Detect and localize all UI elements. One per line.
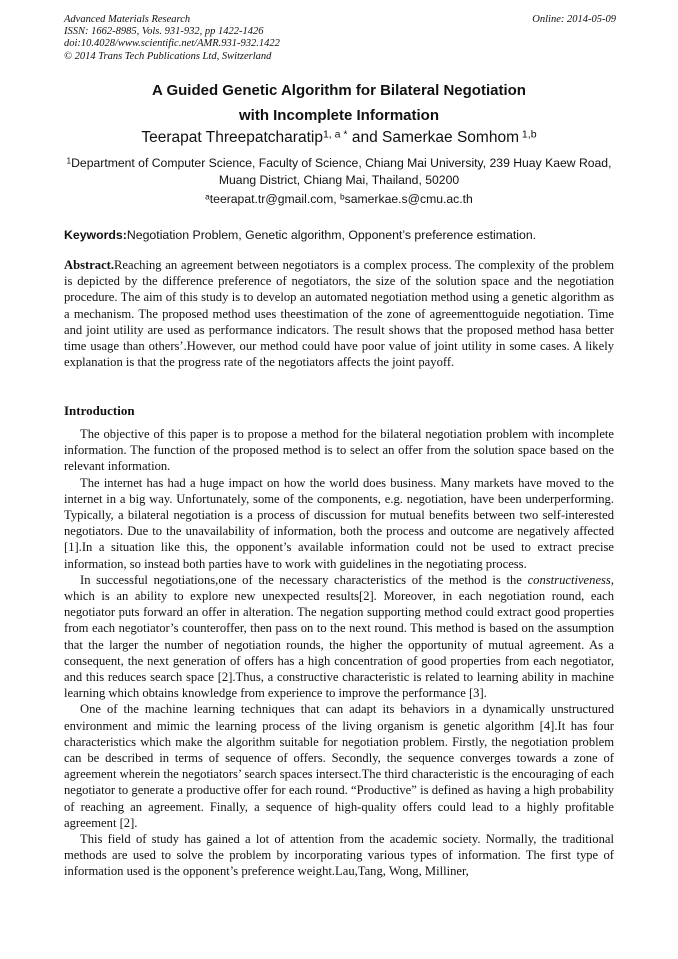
- affiliation-text: Department of Computer Science, Faculty of Science, Chiang Mai University, 239 Huay Kaew Road, Muang District, Chiang Mai, Thailand, 50200: [71, 156, 612, 187]
- abstract: [64, 257, 614, 370]
- paper-title-line-2: with Incomplete Information: [238, 107, 439, 124]
- journal-header: [64, 14, 280, 63]
- intro-paragraph-5: This field of study has gained a lot of attention from the academic society. Normally, the traditional methods are used to solve the problem by incorporating various types of information. The first type of information used is the opponent’s preference weight.Lau,Tang, Wong, Milliner,: [64, 832, 614, 879]
- intro-paragraph-1: The objective of this paper is to propose a method for the bilateral negotiation problem with incomplete information. The function of the proposed method is to select an offer from the solution space based on the relevant information.: [64, 427, 614, 474]
- intro-paragraph-2: The internet has had a huge impact on how the world does business. Many markets have moved to the internet in a big way. Unfortunately, some of the components, e.g. negotiation, have been underperforming. Typically, a bilateral negotiation is a process of discussion for mutual benefits between two self-interested negotiators. Due to the unavailability of information, both the process and outcome are negatively affected [1].In a situation like this, the opponent’s available information could not be used to extract precise information, so instead both parties have to work with guidelines in the negotiating process.: [64, 475, 614, 571]
- doi-line: doi:10.4028/www.scientific.net/AMR.931-932.1422: [64, 38, 280, 50]
- intro-paragraph-4: One of the machine learning techniques that can adapt its behaviors in a dynamically unstructured environment and mimic the learning process of the living organism is genetic algorithm [4].It has four characteristics which make the algorithm suitable for negotiation problem. Firstly, the negotiation problem can be described in terms of sequence of offers. Secondly, the sequence converges towards a zone of agreement wherein the negotiators’ search spaces intersect.The third characteristic is the encouraging of each negotiator to generate a productive offer for each round. “Productive” is defined as having a high probability of reaching an agreement. Finally, a sequence of high-quality offers could lead to a highly profitable agreement [2].: [64, 702, 614, 830]
- email-a-mark: a: [205, 191, 210, 202]
- paper-title-line-1: A Guided Genetic Algorithm for Bilateral Negotiation: [152, 82, 526, 99]
- author-1: Teerapat Threepatcharatip: [141, 129, 323, 146]
- keywords: [64, 228, 614, 242]
- author-1-affiliation-mark: 1, a *: [322, 128, 348, 141]
- intro-paragraph-3-end: , which is an ability to explore new unexpected results[2]. Moreover, in each negotiation round, each negotiator puts forward an offer in alteration. The negation supporting method could extract good properties from each negotiator’s counteroffer, then pass on to the next round. This method is based on the assumption that the larger the number of negotiation rounds, the higher the opportunity of mutual agreement. As a consequent, the next generation of offers has a high concentration of good properties from each negotiator, and this reduces search space [2].Thus, a constructive characteristic is related to learning ability in machine learning which obtains knowledge from experience to improve the performance [3].: [64, 572, 614, 701]
- email-a: teerapat.tr@gmail.com,: [209, 192, 341, 206]
- journal-name: Advanced Materials Research: [64, 14, 191, 25]
- email-b: samerkae.s@cmu.ac.th: [344, 192, 473, 206]
- abstract-text: Reaching an agreement between negotiators is a complex process. The complexity of the problem is depicted by the difference preference of negotiators, the size of the solution space and the negotiation procedure. The aim of this study is to develop an automated negotiation method using a genetic algorithm as a mechanism. The proposed method uses theestimation of the zone of agreementtoguide negotiation. Time and joint utility are used as performance indicators. The result shows that the proposed method hasa better time usage than others’.However, our method could have poor value of joint utility in some cases. A likely explanation is that the progress rate of the negotiators affects the joint payoff.: [64, 258, 614, 370]
- issn-line: ISSN: 1662-8985, Vols. 931-932, pp 1422-1426: [64, 26, 264, 38]
- copyright-line: © 2014 Trans Tech Publications Ltd, Switzerland: [64, 50, 272, 62]
- author-conjunction: and: [347, 129, 383, 146]
- author-emails: [64, 192, 614, 206]
- affiliation: [64, 155, 614, 189]
- section-heading-introduction: Introduction: [64, 403, 135, 418]
- author-2-affiliation-mark: 1,b: [519, 128, 537, 141]
- abstract-label: Abstract.: [64, 258, 115, 272]
- keywords-text: Negotiation Problem, Genetic algorithm, Opponent’s preference estimation.: [126, 228, 537, 242]
- intro-paragraph-3: [64, 572, 614, 702]
- intro-paragraph-3-start: In successful negotiations,one of the necessary characteristics of the method is the: [80, 572, 528, 587]
- author-2: Samerkae Somhom: [382, 129, 519, 146]
- author-line: [64, 129, 614, 147]
- email-b-mark: b: [340, 191, 345, 202]
- affiliation-mark: 1: [66, 155, 72, 166]
- introduction-body: [64, 426, 614, 880]
- keywords-label: Keywords:: [64, 228, 127, 242]
- intro-paragraph-3-emphasis: constructiveness: [527, 572, 611, 587]
- online-date: Online: 2014-05-09: [532, 14, 616, 25]
